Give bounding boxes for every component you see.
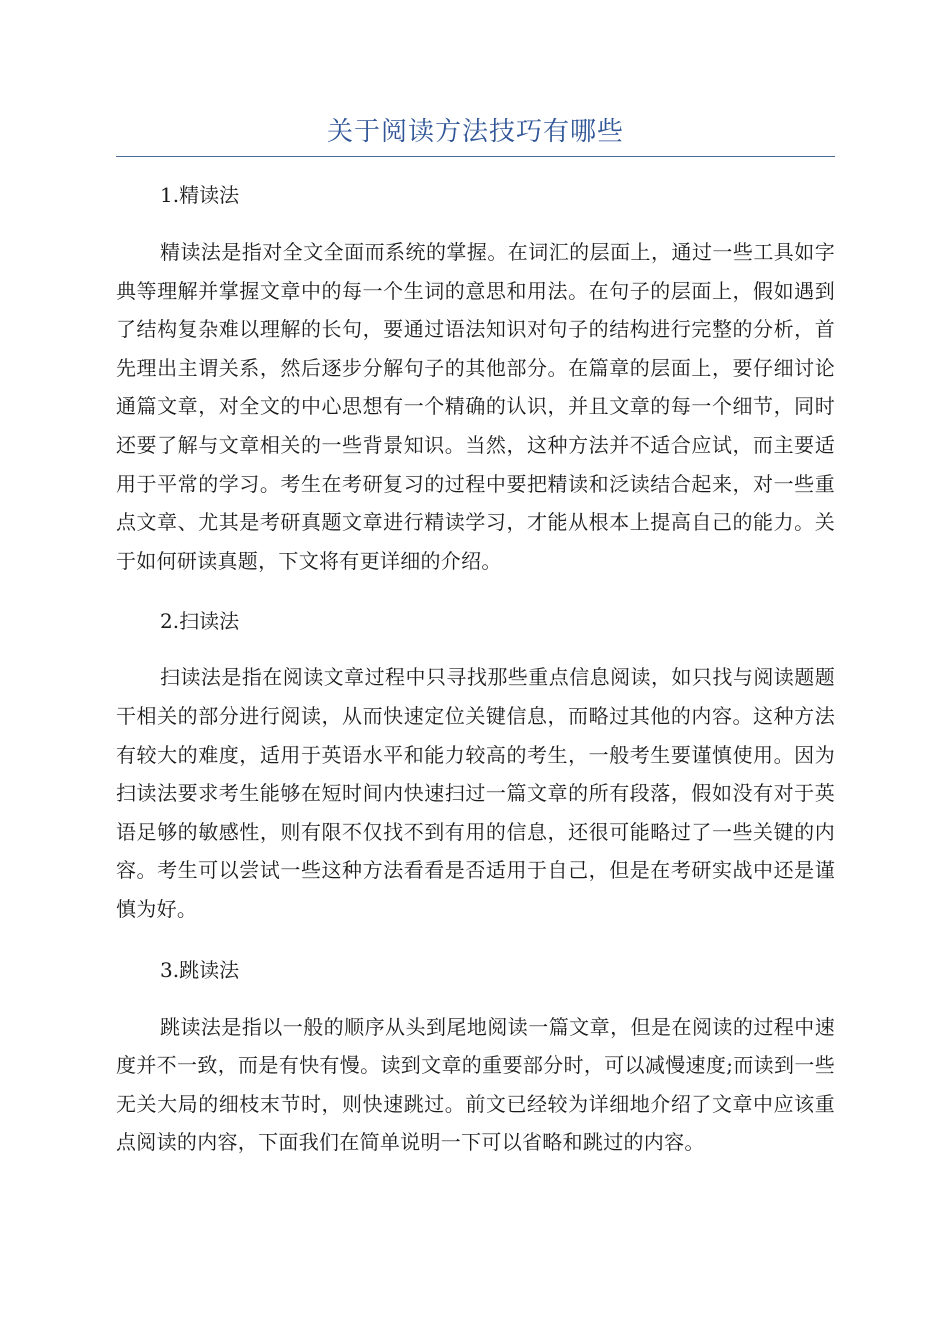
section-paragraph-1: 精读法是指对全文全面而系统的掌握。在词汇的层面上，通过一些工具如字典等理解并掌握文章中的每一个生词的意思和用法。在句子的层面上，假如遇到了结构复杂难以理解的长句，要通过语法知识对句子的结构进行完整的分析，首先理出主谓关系，然后逐步分解句子的其他部分。在篇章的层面上，要仔细讨论通篇文章，对全文的中心思想有一个精确的认识，并且文章的每一个细节，同时还要了解与文章相关的一些背景知识。当然，这种方法并不适合应试，而主要适用于平常的学习。考生在考研复习的过程中要把精读和泛读结合起来，对一些重点文章、尤其是考研真题文章进行精读学习，才能从根本上提高自己的能力。关于如何研读真题，下文将有更详细的介绍。: [116, 240, 835, 573]
title-block: [116, 110, 835, 157]
section-heading-2: 2.扫读法: [160, 609, 240, 634]
section-paragraph-2: 扫读法是指在阅读文章过程中只寻找那些重点信息阅读，如只找与阅读题题干相关的部分进行阅读，从而快速定位关键信息，而略过其他的内容。这种方法有较大的难度，适用于英语水平和能力较高的考生，一般考生要谨慎使用。因为扫读法要求考生能够在短时间内快速扫过一篇文章的所有段落，假如没有对于英语足够的敏感性，则有限不仅找不到有用的信息，还很可能略过了一些关键的内容。考生可以尝试一些这种方法看看是否适用于自己，但是在考研实战中还是谨慎为好。: [116, 665, 835, 921]
section-heading-3: 3.跳读法: [160, 957, 240, 982]
document-body: [116, 176, 835, 1162]
page-title: 关于阅读方法技巧有哪些: [326, 117, 624, 147]
section-paragraph-3: 跳读法是指以一般的顺序从头到尾地阅读一篇文章，但是在阅读的过程中速度并不一致，而是有快有慢。读到文章的重要部分时，可以减慢速度;而读到一些无关大局的细枝末节时，则快速跳过。前文已经较为详细地介绍了文章中应该重点阅读的内容，下面我们在简单说明一下可以省略和跳过的内容。: [116, 1014, 835, 1155]
section-heading-1: 1.精读法: [160, 183, 240, 207]
